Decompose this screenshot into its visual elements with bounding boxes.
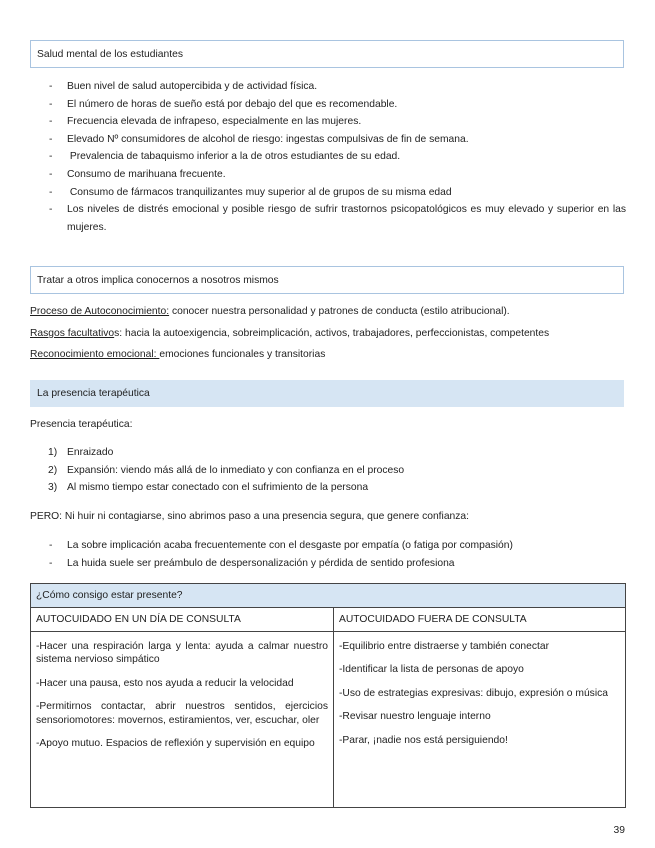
list-item: - Prevalencia de tabaquismo inferior a la de otros estudiantes de su edad. [30, 148, 626, 166]
pero-list [30, 537, 626, 572]
rasgos-line [30, 328, 630, 339]
list-item: - El número de horas de sueño está por debajo del que es recomendable. [30, 96, 626, 114]
step-text: Enraizado [67, 447, 114, 458]
table-caption: ¿Cómo consigo estar presente? [31, 584, 626, 608]
list-item [30, 462, 626, 480]
cell-item: -Permitirnos contactar, abrir nuestros sentidos, ejercicios sensoriomotores: movernos, estiramientos, ver, escuchar, oler [36, 701, 328, 726]
list-item [30, 479, 626, 497]
step-number: 2) [48, 464, 58, 476]
cell-item: -Identificar la lista de personas de apoyo [339, 664, 524, 676]
cell-item: -Revisar nuestro lenguaje interno [339, 711, 491, 723]
section-title: La presencia terapéutica [37, 388, 150, 399]
column-header-consulta: AUTOCUIDADO EN UN DÍA DE CONSULTA [31, 608, 334, 632]
step-number: 1) [48, 447, 58, 458]
section-heading-conocernos [30, 266, 624, 294]
definition: s: hacia la autoexigencia, sobreimplicación, activos, trabajadores, perfeccionistas, competentes [114, 328, 550, 339]
list-item: - Consumo de marihuana frecuente. [30, 166, 626, 184]
cell-item: -Hacer una respiración larga y lenta: ayuda a calmar nuestro sistema nervioso simpático [36, 641, 328, 666]
presencia-intro: Presencia terapéutica: [30, 419, 133, 430]
step-number: 3) [48, 482, 58, 494]
section-heading-salud-mental [30, 40, 624, 68]
definition: emociones funcionales y transitorias [159, 349, 326, 360]
column-header-fuera: AUTOCUIDADO FUERA DE CONSULTA [334, 608, 626, 632]
term: Rasgos facultativo [30, 328, 115, 339]
term: Proceso de Autoconocimiento: [30, 306, 170, 317]
list-item: - Frecuencia elevada de infrapeso, especialmente en las mujeres. [30, 113, 626, 131]
table-cell-fuera [334, 632, 626, 808]
cell-item: -Hacer una pausa, esto nos ayuda a reducir la velocidad [36, 677, 294, 689]
list-item: - La sobre implicación acaba frecuentemente con el desgaste por empatía (o fatiga por compasión) [30, 537, 626, 555]
cell-item: -Parar, ¡nadie nos está persiguiendo! [339, 734, 508, 746]
cell-item: -Equilibrio entre distraerse y también conectar [339, 641, 550, 652]
section-title: Tratar a otros implica conocernos a nosotros mismos [37, 274, 279, 286]
page-number: 39 [613, 825, 625, 836]
section-heading-presencia [30, 380, 624, 407]
cell-item: -Apoyo mutuo. Espacios de reflexión y supervisión en equipo [36, 738, 315, 750]
step-text: Al mismo tiempo estar conectado con el sufrimiento de la persona [67, 482, 369, 494]
term: Reconocimiento emocional: [30, 349, 160, 360]
student-health-list [30, 78, 626, 236]
list-item: - Elevado Nº consumidores de alcohol de riesgo: ingestas compulsivas de fin de semana. [30, 131, 626, 149]
definition: conocer nuestra personalidad y patrones de conducta (estilo atribucional). [169, 306, 510, 317]
autoconocimiento-line [30, 306, 630, 317]
list-item [30, 444, 626, 462]
self-care-table [30, 583, 626, 808]
presencia-steps [30, 444, 626, 497]
section-title: Salud mental de los estudiantes [37, 48, 183, 60]
step-text: Expansión: viendo más allá de lo inmediato y con confianza en el proceso [67, 464, 405, 476]
reconocimiento-line [30, 349, 630, 360]
list-item: - Los niveles de distrés emocional y posible riesgo de sufrir trastornos psicopatológicos es muy elevado y superior en las mujeres. [30, 201, 626, 236]
table-cell-consulta [31, 632, 334, 808]
cell-item: -Uso de estrategias expresivas: dibujo, expresión o música [339, 687, 608, 699]
list-item: - Consumo de fármacos tranquilizantes muy superior al de grupos de su misma edad [30, 184, 626, 202]
list-item: - Buen nivel de salud autopercibida y de actividad física. [30, 78, 626, 96]
list-item: - La huida suele ser preámbulo de despersonalización y pérdida de sentido profesiona [30, 555, 626, 573]
pero-line: PERO: Ni huir ni contagiarse, sino abrimos paso a una presencia segura, que genere confianza: [30, 511, 470, 522]
